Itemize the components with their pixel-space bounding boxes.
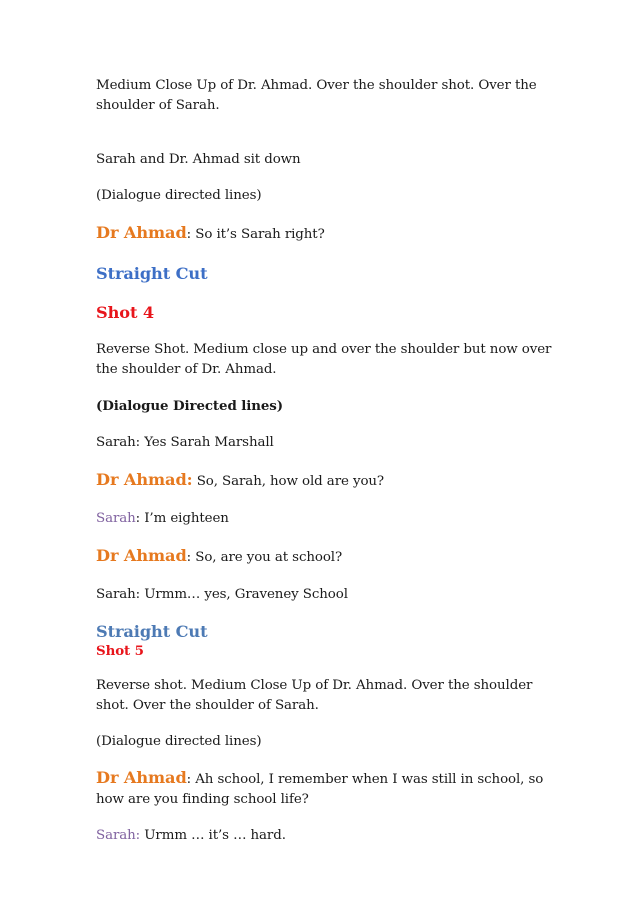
dialogue-text: : Ah school, I remember when I was still in school, so how are you finding school life? bbox=[96, 772, 544, 807]
dialogue-line bbox=[96, 768, 566, 810]
dialogue-line bbox=[96, 545, 566, 569]
speaker-dr-ahmad: Dr Ahmad bbox=[96, 546, 187, 565]
dialogue-note-bold: (Dialogue Directed lines) bbox=[96, 398, 283, 414]
speaker-dr-ahmad: Dr Ahmad bbox=[96, 768, 187, 787]
dialogue-line: Sarah: Urmm… yes, Graveney School bbox=[96, 587, 348, 602]
speaker-dr-ahmad: Dr Ahmad bbox=[96, 223, 187, 242]
shot-4-heading: Shot 4 bbox=[96, 303, 155, 322]
dialogue-text: : I’m eighteen bbox=[135, 511, 229, 526]
script-page bbox=[96, 76, 566, 846]
dialogue-note: (Dialogue directed lines) bbox=[96, 188, 262, 203]
dialogue-text: So, Sarah, how old are you? bbox=[192, 474, 385, 489]
dialogue-line bbox=[96, 826, 566, 846]
straight-cut-heading: Straight Cut bbox=[96, 622, 208, 641]
action-sit-down: Sarah and Dr. Ahmad sit down bbox=[96, 152, 301, 167]
dialogue-line bbox=[96, 469, 566, 493]
dialogue-line bbox=[96, 509, 566, 529]
straight-cut-heading: Straight Cut bbox=[96, 264, 208, 283]
speaker-dr-ahmad: Dr Ahmad: bbox=[96, 470, 193, 489]
speaker-sarah: Sarah bbox=[96, 511, 136, 526]
dialogue-line bbox=[96, 222, 566, 246]
dialogue-line: Sarah: Yes Sarah Marshall bbox=[96, 435, 274, 450]
shot5-description: Reverse shot. Medium Close Up of Dr. Ahmad. Over the shoulder shot. Over the shoulder of Sarah. bbox=[96, 678, 533, 713]
dialogue-note: (Dialogue directed lines) bbox=[96, 734, 262, 749]
speaker-separator: : bbox=[186, 227, 192, 242]
shot3-description: Medium Close Up of Dr. Ahmad. Over the shoulder shot. Over the shoulder of Sarah. bbox=[96, 78, 537, 113]
dialogue-text: Urmm … it’s … hard. bbox=[140, 828, 286, 843]
shot4-description: Reverse Shot. Medium close up and over the shoulder but now over the shoulder of Dr. Ahmad. bbox=[96, 342, 552, 377]
dialogue-text: : So, are you at school? bbox=[186, 550, 343, 565]
dialogue-text: So it’s Sarah right? bbox=[191, 227, 325, 242]
shot-5-heading: Shot 5 bbox=[96, 643, 144, 659]
speaker-sarah: Sarah: bbox=[96, 828, 141, 843]
